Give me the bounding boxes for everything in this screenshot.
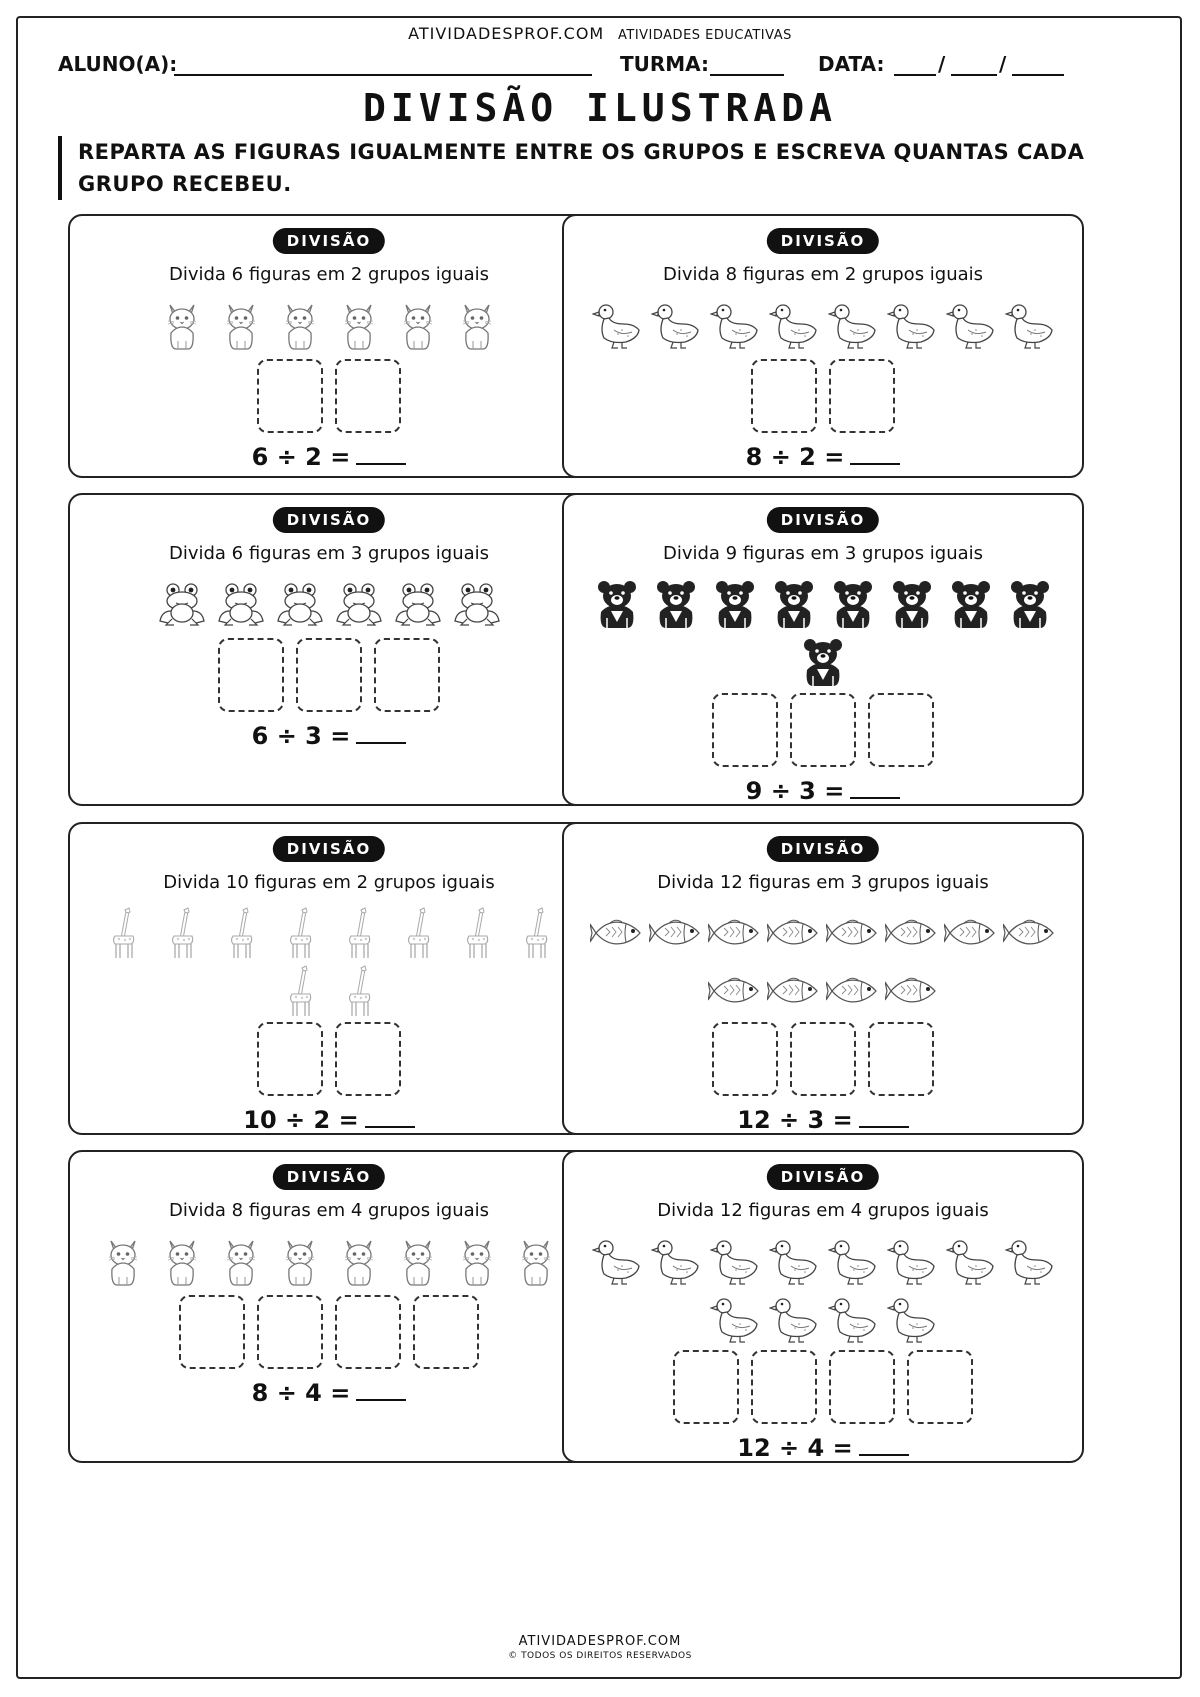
answer-blank[interactable] <box>850 443 900 465</box>
bear-icon <box>1000 575 1059 633</box>
division-badge: DIVISÃO <box>273 507 385 533</box>
answer-blank[interactable] <box>859 1106 909 1128</box>
division-equation <box>70 1106 588 1134</box>
instruction-text: REPARTA AS FIGURAS IGUALMENTE ENTRE OS GRUPOS E ESCREVA QUANTAS CADA GRUPO RECEBEU. <box>58 136 1138 200</box>
duck-icon <box>882 1290 941 1348</box>
page-title: DIVISÃO ILUSTRADA <box>363 86 837 130</box>
equation-text: 8 ÷ 2 = <box>745 443 845 471</box>
exercise-card <box>68 214 590 478</box>
answer-blank[interactable] <box>356 443 406 465</box>
student-fields <box>58 50 1148 80</box>
bear-icon <box>587 575 646 633</box>
fish-icon <box>1000 904 1059 962</box>
frog-icon <box>329 575 388 633</box>
cat-icon <box>211 296 270 354</box>
fish-icon <box>882 962 941 1020</box>
cat-icon <box>152 1232 211 1290</box>
duck-icon <box>705 1290 764 1348</box>
cat-icon <box>152 296 211 354</box>
group-box[interactable] <box>829 359 895 433</box>
group-box[interactable] <box>374 638 440 712</box>
duck-icon <box>823 1290 882 1348</box>
group-boxes <box>564 1350 1082 1424</box>
bear-icon <box>823 575 882 633</box>
exercise-card <box>562 1150 1084 1463</box>
group-box[interactable] <box>257 359 323 433</box>
date-separator: / <box>999 52 1007 76</box>
group-boxes <box>70 359 588 433</box>
duck-icon <box>882 296 941 354</box>
group-box[interactable] <box>907 1350 973 1424</box>
cat-icon <box>388 1232 447 1290</box>
exercise-prompt: Divida 6 figuras em 2 grupos iguais <box>168 264 490 285</box>
group-box[interactable] <box>296 638 362 712</box>
fish-icon <box>705 904 764 962</box>
exercise-card <box>562 214 1084 478</box>
giraffe-icon <box>93 904 152 962</box>
exercise-prompt: Divida 8 figuras em 4 grupos iguais <box>168 1200 490 1221</box>
group-box[interactable] <box>257 1022 323 1096</box>
frog-icon <box>152 575 211 633</box>
fish-icon <box>587 904 646 962</box>
group-box[interactable] <box>335 1295 401 1369</box>
site-tagline: ATIVIDADES EDUCATIVAS <box>618 28 792 43</box>
group-box[interactable] <box>673 1350 739 1424</box>
division-badge: DIVISÃO <box>767 507 879 533</box>
footer-copyright: © TODOS OS DIREITOS RESERVADOS <box>508 1651 692 1661</box>
exercise-prompt: Divida 8 figuras em 2 grupos iguais <box>662 264 984 285</box>
giraffe-icon <box>270 904 329 962</box>
duck-icon <box>882 1232 941 1290</box>
cat-icon <box>447 296 506 354</box>
exercise-card <box>68 1150 590 1463</box>
duck-icon <box>1000 296 1059 354</box>
giraffe-icon <box>506 904 565 962</box>
group-box[interactable] <box>257 1295 323 1369</box>
figures-row <box>70 296 588 354</box>
fish-icon <box>823 962 882 1020</box>
answer-blank[interactable] <box>356 722 406 744</box>
equation-text: 12 ÷ 3 = <box>737 1106 853 1134</box>
page-footer <box>0 1634 1200 1661</box>
cat-icon <box>388 296 447 354</box>
division-equation <box>564 1434 1082 1462</box>
student-name-line[interactable] <box>174 74 592 76</box>
giraffe-icon <box>152 904 211 962</box>
answer-blank[interactable] <box>365 1106 415 1128</box>
division-equation <box>564 443 1082 471</box>
group-boxes <box>564 359 1082 433</box>
exercise-card <box>68 493 590 806</box>
division-equation <box>70 1379 588 1407</box>
equation-text: 10 ÷ 2 = <box>243 1106 359 1134</box>
exercise-prompt: Divida 9 figuras em 3 grupos iguais <box>662 543 984 564</box>
date-year-line[interactable] <box>1012 74 1064 76</box>
group-box[interactable] <box>829 1350 895 1424</box>
figures-row <box>564 296 1082 354</box>
division-badge: DIVISÃO <box>767 836 879 862</box>
exercise-prompt: Divida 6 figuras em 3 grupos iguais <box>168 543 490 564</box>
giraffe-icon <box>329 962 388 1020</box>
frog-icon <box>388 575 447 633</box>
fish-icon <box>764 962 823 1020</box>
cat-icon <box>270 296 329 354</box>
figures-row <box>564 1232 1082 1348</box>
duck-icon <box>941 1232 1000 1290</box>
cat-icon <box>506 1232 565 1290</box>
fish-icon <box>823 904 882 962</box>
cat-icon <box>211 1232 270 1290</box>
bear-icon <box>705 575 764 633</box>
bear-icon <box>941 575 1000 633</box>
division-badge: DIVISÃO <box>767 1164 879 1190</box>
duck-icon <box>646 1232 705 1290</box>
exercise-card <box>562 822 1084 1135</box>
duck-icon <box>587 1232 646 1290</box>
answer-blank[interactable] <box>850 777 900 799</box>
cat-icon <box>329 1232 388 1290</box>
exercise-prompt: Divida 12 figuras em 3 grupos iguais <box>657 872 989 893</box>
group-box[interactable] <box>179 1295 245 1369</box>
date-label: DATA: <box>818 52 885 76</box>
group-box[interactable] <box>751 1350 817 1424</box>
equation-text: 9 ÷ 3 = <box>745 777 845 805</box>
class-label: TURMA: <box>620 52 710 76</box>
group-box[interactable] <box>868 693 934 767</box>
division-badge: DIVISÃO <box>273 228 385 254</box>
equation-text: 8 ÷ 4 = <box>251 1379 351 1407</box>
cat-icon <box>270 1232 329 1290</box>
answer-blank[interactable] <box>356 1379 406 1401</box>
division-equation <box>564 777 1082 805</box>
group-box[interactable] <box>790 1022 856 1096</box>
bear-icon <box>764 575 823 633</box>
duck-icon <box>764 1232 823 1290</box>
equation-text: 6 ÷ 2 = <box>251 443 351 471</box>
exercise-card <box>68 822 590 1135</box>
frog-icon <box>270 575 329 633</box>
division-badge: DIVISÃO <box>273 1164 385 1190</box>
date-month-line[interactable] <box>951 74 997 76</box>
group-box[interactable] <box>751 359 817 433</box>
date-separator: / <box>938 52 946 76</box>
group-box[interactable] <box>868 1022 934 1096</box>
fish-icon <box>941 904 1000 962</box>
figures-row <box>70 575 588 633</box>
giraffe-icon <box>211 904 270 962</box>
duck-icon <box>1000 1232 1059 1290</box>
duck-icon <box>764 296 823 354</box>
group-box[interactable] <box>790 693 856 767</box>
giraffe-icon <box>270 962 329 1020</box>
bear-icon <box>646 575 705 633</box>
date-day-line[interactable] <box>894 74 936 76</box>
answer-blank[interactable] <box>859 1434 909 1456</box>
duck-icon <box>587 296 646 354</box>
site-header <box>0 24 1200 43</box>
group-boxes <box>564 693 1082 767</box>
bear-icon <box>882 575 941 633</box>
duck-icon <box>764 1290 823 1348</box>
fish-icon <box>764 904 823 962</box>
group-boxes <box>70 638 588 712</box>
giraffe-icon <box>329 904 388 962</box>
cat-icon <box>447 1232 506 1290</box>
giraffe-icon <box>447 904 506 962</box>
cat-icon <box>93 1232 152 1290</box>
fish-icon <box>882 904 941 962</box>
duck-icon <box>705 296 764 354</box>
equation-text: 12 ÷ 4 = <box>737 1434 853 1462</box>
site-name: ATIVIDADESPROF.COM <box>408 24 605 43</box>
exercise-card <box>562 493 1084 806</box>
group-box[interactable] <box>413 1295 479 1369</box>
group-box[interactable] <box>335 359 401 433</box>
group-box[interactable] <box>335 1022 401 1096</box>
division-badge: DIVISÃO <box>767 228 879 254</box>
duck-icon <box>705 1232 764 1290</box>
student-label: ALUNO(A): <box>58 52 178 76</box>
figures-row <box>564 904 1082 1020</box>
frog-icon <box>211 575 270 633</box>
fish-icon <box>705 962 764 1020</box>
bear-icon <box>794 633 853 691</box>
equation-text: 6 ÷ 3 = <box>251 722 351 750</box>
exercise-prompt: Divida 12 figuras em 4 grupos iguais <box>657 1200 989 1221</box>
figures-row <box>564 575 1082 691</box>
duck-icon <box>823 296 882 354</box>
footer-site: ATIVIDADESPROF.COM <box>518 1634 682 1649</box>
division-equation <box>70 722 588 750</box>
figures-row <box>70 904 588 1020</box>
division-equation <box>70 443 588 471</box>
division-equation <box>564 1106 1082 1134</box>
fish-icon <box>646 904 705 962</box>
duck-icon <box>941 296 1000 354</box>
class-line[interactable] <box>710 74 784 76</box>
frog-icon <box>447 575 506 633</box>
group-boxes <box>564 1022 1082 1096</box>
figures-row <box>70 1232 588 1290</box>
group-boxes <box>70 1022 588 1096</box>
division-badge: DIVISÃO <box>273 836 385 862</box>
group-box[interactable] <box>712 1022 778 1096</box>
cat-icon <box>329 296 388 354</box>
group-box[interactable] <box>218 638 284 712</box>
duck-icon <box>823 1232 882 1290</box>
group-box[interactable] <box>712 693 778 767</box>
giraffe-icon <box>388 904 447 962</box>
duck-icon <box>646 296 705 354</box>
group-boxes <box>70 1295 588 1369</box>
exercise-prompt: Divida 10 figuras em 2 grupos iguais <box>163 872 495 893</box>
